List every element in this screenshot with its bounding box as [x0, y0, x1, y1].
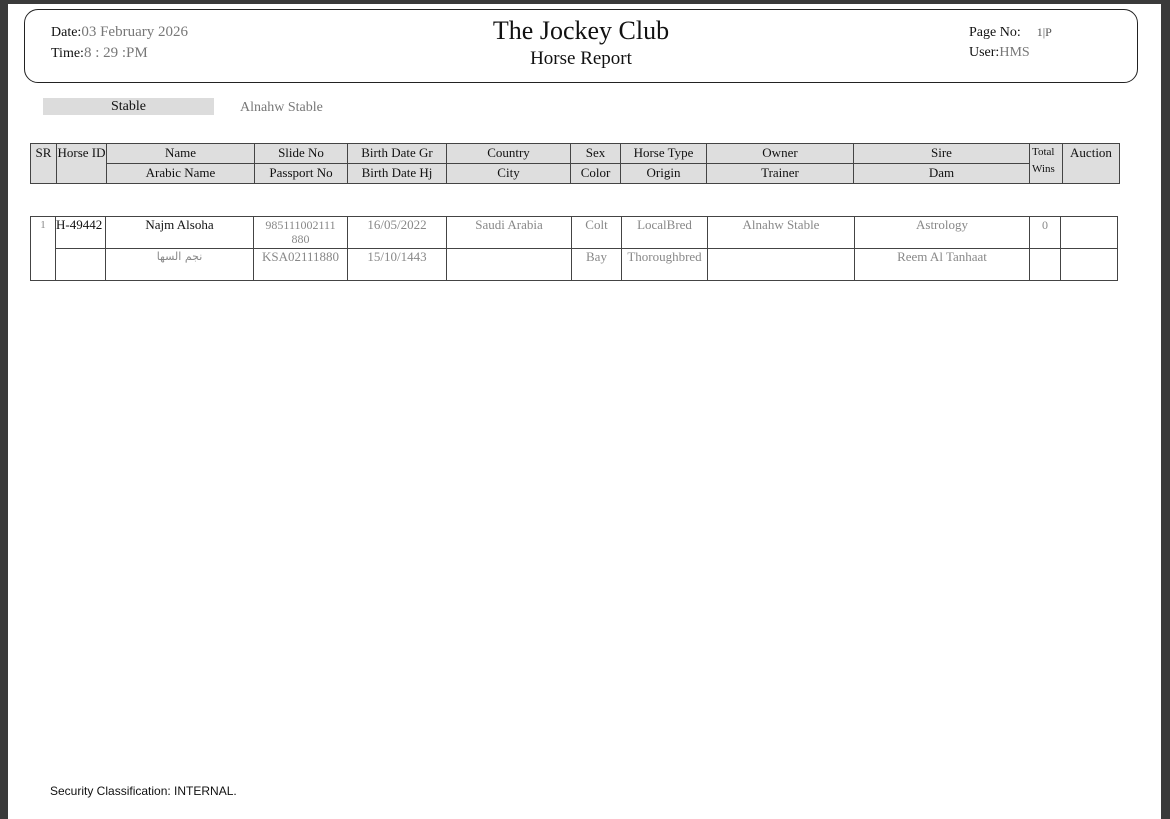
- report-subtitle: Horse Report: [530, 48, 632, 69]
- col-arabic-name: Arabic Name: [107, 164, 255, 184]
- row-horse-id: H-49442: [56, 217, 106, 249]
- col-city: City: [447, 164, 571, 184]
- security-classification: Security Classification: INTERNAL.: [50, 784, 237, 798]
- user-value: HMS: [999, 45, 1030, 60]
- col-passport-no: Passport No: [255, 164, 348, 184]
- row-auction: [1061, 217, 1118, 249]
- time-label: Time:: [51, 46, 84, 61]
- date-label: Date:: [51, 25, 82, 40]
- header-row-1: [31, 144, 1120, 164]
- col-color: Color: [571, 164, 621, 184]
- row-passport-no: KSA02111880: [254, 249, 348, 281]
- row-birth-hj: 15/10/1443: [348, 249, 447, 281]
- report-page: [8, 4, 1161, 819]
- table-row: [31, 249, 1118, 281]
- row-auction-blank: [1061, 249, 1118, 281]
- col-slide-no: Slide No: [255, 144, 348, 164]
- col-auction: Auction: [1063, 144, 1120, 184]
- row-slide-no-1: 985111002111: [265, 218, 336, 232]
- row-arabic-name: نجم السها: [106, 249, 254, 281]
- row-horse-type: LocalBred: [622, 217, 708, 249]
- table-row: [31, 217, 1118, 249]
- row-horse-id-blank: [56, 249, 106, 281]
- row-wins-blank: [1030, 249, 1061, 281]
- col-name: Name: [107, 144, 255, 164]
- row-sr: 1: [31, 217, 56, 281]
- time-value: 8 : 29 :PM: [83, 45, 148, 61]
- horse-data-table: [30, 216, 1118, 281]
- page-label: Page No:: [969, 25, 1021, 40]
- row-country: Saudi Arabia: [447, 217, 572, 249]
- row-total-wins: 0: [1030, 217, 1061, 249]
- row-origin: Thoroughbred: [622, 249, 708, 281]
- stable-value: Alnahw Stable: [240, 100, 323, 115]
- col-total-wins: [1030, 144, 1063, 184]
- date-value: 03 February 2026: [81, 24, 188, 40]
- col-sr: SR: [31, 144, 57, 184]
- row-slide-no-2: 880: [291, 232, 310, 246]
- row-color: Bay: [572, 249, 622, 281]
- col-horse-type: Horse Type: [621, 144, 707, 164]
- col-total: Total: [1032, 146, 1055, 158]
- col-sex: Sex: [571, 144, 621, 164]
- row-name: Najm Alsoha: [106, 217, 254, 249]
- row-birth-gr: 16/05/2022: [348, 217, 447, 249]
- column-header-table: [30, 143, 1120, 184]
- col-trainer: Trainer: [707, 164, 854, 184]
- col-owner: Owner: [707, 144, 854, 164]
- header-page-user: [969, 22, 1052, 63]
- col-birth-hj: Birth Date Hj: [348, 164, 447, 184]
- col-dam: Dam: [854, 164, 1030, 184]
- row-owner: Alnahw Stable: [708, 217, 855, 249]
- col-wins: Wins: [1032, 163, 1055, 175]
- col-country: Country: [447, 144, 571, 164]
- row-sire: Astrology: [855, 217, 1030, 249]
- user-label: User:: [969, 45, 1000, 60]
- col-sire: Sire: [854, 144, 1030, 164]
- col-origin: Origin: [621, 164, 707, 184]
- header-row-2: [31, 164, 1120, 184]
- stable-label: Stable: [43, 98, 214, 115]
- row-trainer: [708, 249, 855, 281]
- row-sex: Colt: [572, 217, 622, 249]
- row-dam: Reem Al Tanhaat: [855, 249, 1030, 281]
- row-city: [447, 249, 572, 281]
- page-value: 1|P: [1036, 25, 1052, 39]
- report-header: [24, 9, 1138, 83]
- col-horse-id: Horse ID: [57, 144, 107, 184]
- col-birth-gr: Birth Date Gr: [348, 144, 447, 164]
- report-title: The Jockey Club: [492, 16, 670, 45]
- row-slide-no: [254, 217, 348, 249]
